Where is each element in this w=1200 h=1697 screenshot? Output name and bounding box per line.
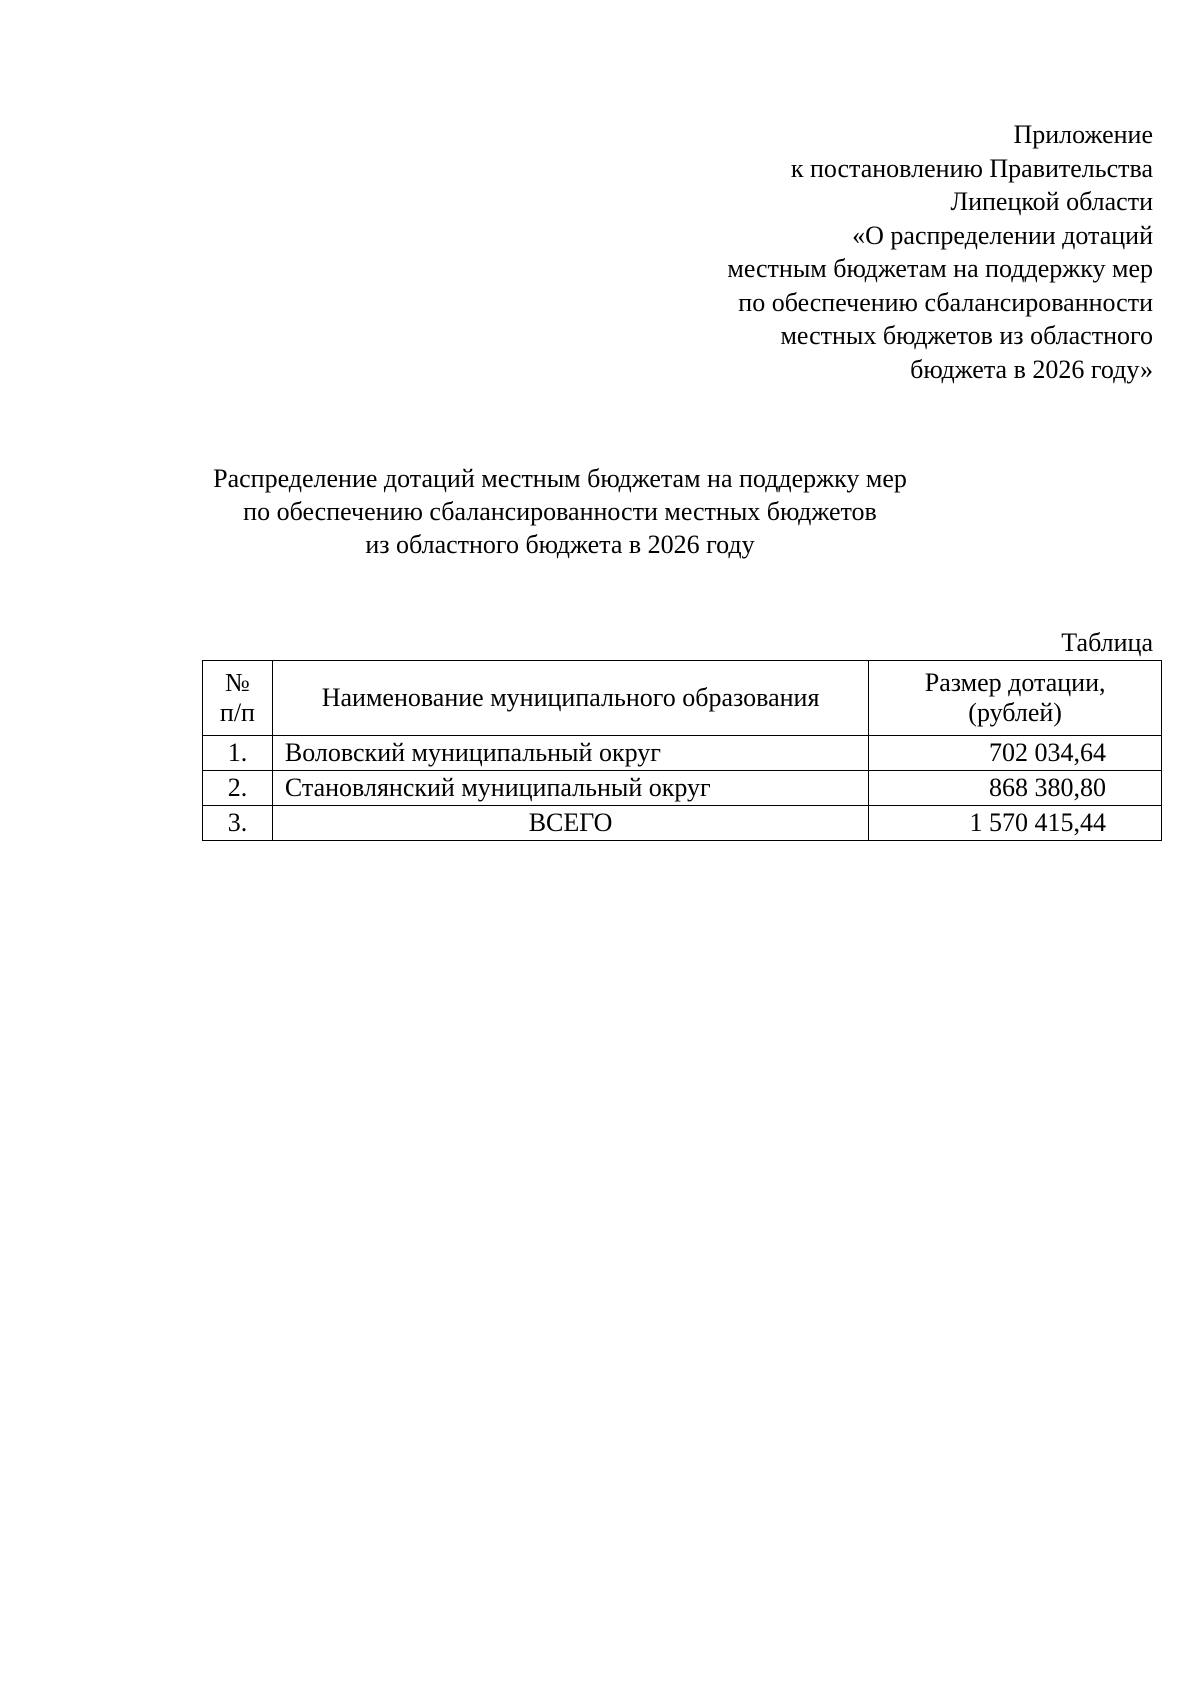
title-line: из областного бюджета в 2026 году [365,530,755,559]
table-row [203,736,1162,771]
row-amount: 868 380,80 [869,771,1162,806]
header-amount-line2: (рублей) [968,698,1062,727]
row-name: Воловский муниципальный округ [272,736,868,771]
row-amount: 702 034,64 [869,736,1162,771]
table-header-row [203,661,1162,736]
appendix-line: бюджета в 2026 году» [910,354,1153,384]
row-total-amount: 1 570 415,44 [869,806,1162,841]
subsidy-table [202,660,1162,841]
appendix-line: по обеспечению сбалансированности [738,287,1153,317]
appendix-block [533,118,1153,386]
appendix-line: «О распределении дотаций [852,220,1153,250]
table-row [203,771,1162,806]
header-amount-line1: Размер дотации, [924,668,1106,697]
row-name: Становлянский муниципальный округ [272,771,868,806]
appendix-line: Приложение [1013,120,1153,149]
row-total-label: ВСЕГО [272,806,868,841]
row-number: 3. [203,806,273,841]
row-number: 2. [203,771,273,806]
appendix-line: Липецкой области [950,187,1153,216]
table-caption: Таблица [1061,628,1153,657]
header-name: Наименование муниципального образования [272,661,868,736]
appendix-line: местных бюджетов из областного [780,321,1153,350]
document-title [160,462,960,561]
table-total-row [203,806,1162,841]
title-line: по обеспечению сбалансированности местных бюджетов [243,497,877,526]
appendix-line: к постановлению Правительства [790,153,1153,183]
header-amount [869,661,1162,736]
appendix-line: местным бюджетам на поддержку мер [727,254,1153,283]
header-number [203,661,273,736]
header-number-line1: № [225,668,250,697]
title-line: Распределение дотаций местным бюджетам на поддержку мер [213,464,907,493]
header-number-line2: п/п [219,698,255,727]
row-number: 1. [203,736,273,771]
